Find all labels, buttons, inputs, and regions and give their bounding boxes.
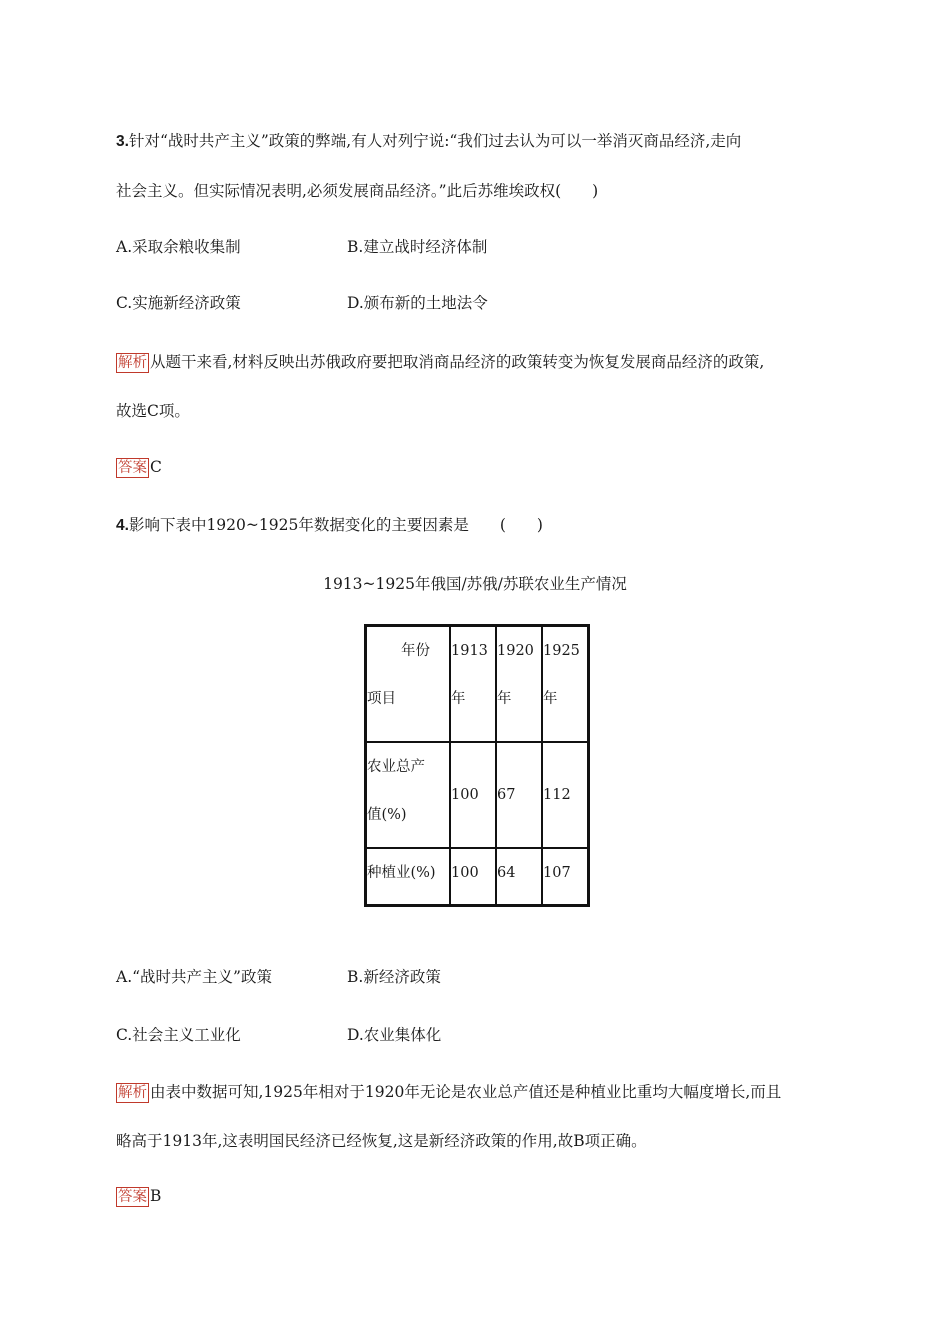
table-row [366, 848, 589, 906]
q3-option-b: B.建立战时经济体制 [347, 238, 488, 256]
q4-stem-line [116, 514, 543, 537]
q3-analysis-line1 [116, 351, 764, 373]
table-cell: 67 [496, 742, 542, 848]
q3-option-a: A.采取余粮收集制 [116, 238, 241, 256]
table-cell: 107 [542, 848, 589, 906]
year-header-1913 [450, 626, 496, 742]
row-label-line1: 农业总产 [367, 758, 425, 775]
q3-analysis-text-1: 从题干来看,材料反映出苏俄政府要把取消商品经济的政策转变为恢复发展商品经济的政策, [150, 353, 765, 371]
q3-option-c: C.实施新经济政策 [116, 294, 241, 312]
q4-answer-value: B [150, 1187, 162, 1205]
q3-option-d: D.颁布新的土地法令 [347, 294, 488, 312]
year-unit: 年 [543, 691, 558, 707]
q3-analysis-tag: 解析 [118, 355, 147, 371]
q4-option-d: D.农业集体化 [347, 1026, 442, 1044]
q3-answer-line [116, 456, 162, 478]
q4-option-b: B.新经济政策 [347, 968, 441, 986]
q4-answer-line [116, 1185, 161, 1207]
q4-option-c: C.社会主义工业化 [116, 1026, 241, 1044]
q4-option-a: A.“战时共产主义”政策 [116, 968, 272, 986]
table-cell: 100 [450, 848, 496, 906]
q4-analysis-text-1: 由表中数据可知,1925年相对于1920年无论是农业总产值还是种植业比重均大幅度增长,而且 [150, 1083, 782, 1101]
year-unit: 年 [497, 691, 512, 707]
q3-answer-tag: 答案 [118, 460, 147, 476]
q3-stem-text-1: 针对“战时共产主义”政策的弊端,有人对列宁说:“我们过去认为可以一举消灭商品经济,走向 [128, 132, 742, 150]
table-caption: 1913~1925年俄国/苏俄/苏联农业生产情况 [323, 575, 627, 593]
row-label-total-output [366, 742, 451, 848]
q3-stem-line1 [116, 130, 741, 153]
q4-analysis-line2: 略高于1913年,这表明国民经济已经恢复,这是新经济政策的作用,故B项正确。 [116, 1132, 647, 1150]
row-label-line2: 值(%) [367, 806, 407, 823]
q4-stem-text: 影响下表中1920~1925年数据变化的主要因素是 ( ) [128, 516, 543, 534]
corner-year-label: 年份 [401, 643, 430, 659]
year-unit: 年 [451, 691, 466, 707]
table-header-row [366, 626, 589, 742]
q4-analysis-tag: 解析 [118, 1085, 147, 1101]
agriculture-table [364, 624, 590, 907]
table-cell: 112 [542, 742, 589, 848]
year-header-1920 [496, 626, 542, 742]
table-cell: 64 [496, 848, 542, 906]
q4-number: 4. [116, 517, 129, 534]
year-num: 1920 [497, 643, 534, 659]
year-header-1925 [542, 626, 589, 742]
year-num: 1925 [543, 643, 580, 659]
q3-number: 3. [116, 133, 129, 150]
corner-item-label: 项目 [367, 691, 396, 707]
table-cell: 100 [450, 742, 496, 848]
q3-analysis-line2: 故选C项。 [116, 402, 190, 420]
table-row [366, 742, 589, 848]
q3-answer-value: C [150, 458, 162, 476]
row-label-planting: 种植业(%) [366, 848, 451, 906]
q3-stem-line2: 社会主义。但实际情况表明,必须发展商品经济。”此后苏维埃政权( ) [116, 182, 599, 200]
q4-analysis-line1 [116, 1081, 781, 1103]
year-num: 1913 [451, 643, 488, 659]
table-corner-cell [366, 626, 451, 742]
q4-answer-tag: 答案 [118, 1189, 147, 1205]
